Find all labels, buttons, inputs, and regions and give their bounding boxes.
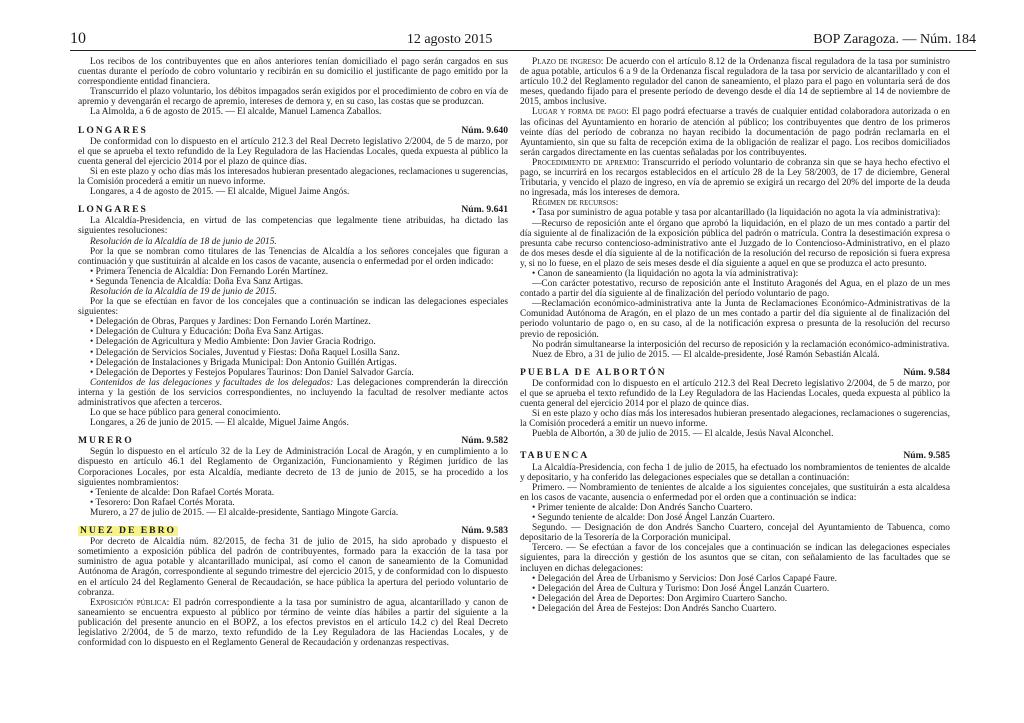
section-number: Núm. 9.640 (461, 124, 508, 136)
subheading: Plazo de ingreso: (532, 57, 604, 67)
subheading: Exposición pública: (90, 597, 170, 608)
paragraph: La Alcaldía-Presidencia, con fecha 1 de julio de 2015, ha efectuado los nombramientos de tenientes de alcalde y depositario, y ha conferido las delegaciones especiales que se detallan a continuación: (520, 462, 950, 483)
paragraph-text: Transcurrido el período voluntario de cobranza sin que se haya hecho efectivo el pago, se incurrirá en los recargos establecidos en el artículo 28 de la Ley 58/2003, de 17 de diciembre, General Tributaria, y vencido el plazo de ingreso, en vía de apremio se exigirá un recargo del 20% del importe de la deuda no ingresada, más los intereses de demora. (520, 157, 950, 199)
paragraph-text: El pago podrá efectuarse a través de cualquier entidad colaboradora autorizada o en las oficinas del Ayuntamiento en horario de atención al público; los contribuyentes que dentro de los primeros veinte días del período de cobranza no hayan recibido la documentación de pago podrán reclamarla en el Ayuntamiento, sin que su falta de recepción exima de la obligación de realizar el pago. Los recibos domiciliados serán cargados directamente en las cuentas señaladas por los contribuyentes. (520, 107, 950, 158)
paragraph (520, 107, 950, 157)
section-number: Núm. 9.585 (903, 450, 950, 462)
list-item: • Delegación del Área de Festejos: Don Andrés Sancho Cuartero. (532, 603, 777, 614)
section-heading-tabuenca (520, 451, 950, 461)
list-item: • Canon de saneamiento (la liquidación no agota la vía administrativa): (532, 268, 799, 279)
section-title: LONGARES (78, 124, 148, 136)
header-rule (70, 50, 976, 51)
section-number: Núm. 9.582 (461, 435, 508, 447)
paragraph (520, 57, 950, 107)
list-item: • Delegación de Instalaciones y Brigada Municipal: Don Antonio Guillén Artigas. (90, 357, 397, 368)
bulletin-name: BOP Zaragoza. — Núm. 184 (813, 32, 976, 47)
issue-date: 12 agosto 2015 (406, 32, 493, 47)
list-item: • Delegación de Obras, Parques y Jardines: Don Fernando Lorén Martínez. (90, 317, 371, 328)
section-heading-nuez-de-ebro (78, 526, 508, 536)
right-column (520, 57, 950, 614)
section-heading-longares-1 (78, 126, 508, 136)
section-number: Núm. 9.641 (461, 204, 508, 216)
subheading: Lugar y forma de pago: (532, 107, 629, 118)
section-title: PUEBLA DE ALBORTÓN (520, 366, 667, 378)
paragraph: Si en este plazo y ocho días más los interesados hubieran presentado alegaciones, reclamaciones u sugerencias, la Comisión procederá a emitir un nuevo informe. (78, 166, 508, 188)
paragraph: —Recurso de reposición ante el órgano que aprobó la liquidación, en el plazo de un mes contado a partir del día siguiente al de finalización de la exposición pública del padrón o matrícula. Contra la desestimación expresa o presunta cabe recurso contencioso-administrativo ante el Juzgado de lo Contencioso-Administrativo, en el plazo de dos meses desde el día siguiente al de la notificación de la resolución del recurso de reposición si fuera expresa y, si no lo fuese, en el plazo de seis meses desde el día siguiente a aquel en que se produzca el acto presunto. (520, 218, 950, 269)
paragraph-text: El padrón correspondiente a la tasa por suministro de agua, alcantarillado y canon de saneamiento se encuentra expuesto al público por término de veinte días hábiles a partir del siguiente a la publicación del presente anuncio en el BOPZ, a los efectos previstos en el artículo 14.2 c) del Real Decreto legislativo 2/2004, de 5 de marzo, texto refundido de la Ley Reguladora de las Haciendas Locales, y de conformidad con lo dispuesto en el Reglamento General de Recaudación y ordenanzas respectivas. (78, 597, 508, 649)
list-item: • Delegación de Deportes y Festejos Populares Taurinos: Don Daniel Salvador García. (90, 367, 414, 378)
section-title: TABUENCA (520, 450, 590, 462)
section-heading-longares-2 (78, 205, 508, 215)
section-title: LONGARES (78, 204, 148, 216)
left-column (78, 57, 508, 648)
list-item: • Delegación del Área de Urbanismo y Servicios: Don José Carlos Capapé Faure. (532, 573, 838, 584)
resolution-title: Resolución de la Alcaldía de 19 de junio de 2015. (90, 286, 277, 297)
signature: Puebla de Albortón, a 30 de julio de 2015. — El alcalde, Jesús Naval Alconchel. (532, 429, 834, 440)
list-item: • Delegación de Servicios Sociales, Juventud y Fiestas: Doña Raquel Losilla Sanz. (90, 347, 400, 358)
paragraph: Lo que se hace público para general conocimiento. (90, 408, 281, 419)
paragraph-text: De acuerdo con el artículo 8.12 de la Ordenanza fiscal reguladora de la tasa por suministro de agua potable, artículos 6 a 9 de la Ordenanza fiscal reguladora de la tasa por servicio de alcantarillado y con el artículo 10.2 del Reglamento regulador del canon de saneamiento, el plazo para el pago en voluntaria será de dos meses, quedando fijado para el presente período de devengo desde el día 14 de septiembre al 14 de noviembre de 2015, ambos inclusive. (520, 57, 950, 108)
list-item: • Primera Tenencia de Alcaldía: Don Fernando Lorén Martínez. (90, 266, 329, 277)
paragraph: No podrán simultanearse la interposición del recurso de reposición y la reclamación económico-administrativa. (532, 339, 950, 350)
signature: Longares, a 26 de junio de 2015. — El alcalde, Miguel Jaime Angós. (90, 418, 349, 429)
paragraph: Los recibos de los contribuyentes que en años anteriores tenían domiciliado el pago serán cargados en sus cuentas durante el período de cobro voluntario y recibirán en su domicilio el justificante de pago emitido por la correspondiente entidad financiera. (78, 57, 508, 88)
paragraph: De conformidad con lo dispuesto en el artículo 212.3 del Real Decreto legislativo 2/2004, de 5 de marzo, por el que se aprueba el texto refundido de la Ley Reguladora de las Haciendas Locales, queda expuesta al público la cuenta general del ejercicio 2014 por el plazo de quince días. (520, 378, 950, 410)
list-item: • Delegación de Agricultura y Medio Ambiente: Don Javier Gracia Rodrigo. (90, 337, 376, 348)
page-header (70, 30, 976, 48)
section-heading-puebla-de-alborton (520, 368, 950, 378)
paragraph: Por la que se efectúan en favor de los concejales que a continuación se indican las delegaciones especiales siguientes: (78, 297, 508, 318)
list-item: • Delegación de Cultura y Educación: Doña Eva Sanz Artigas. (90, 327, 324, 338)
list-item: • Teniente de alcalde: Don Rafael Cortés Morata. (90, 487, 275, 498)
resolution-title: Resolución de la Alcaldía de 18 de junio de 2015. (90, 236, 277, 247)
paragraph: Transcurrido el plazo voluntario, los débitos impagados serán exigidos por el procedimiento de cobro en vía de apremio y devengarán el recargo de apremio, intereses de demora y, en su caso, las costas que se produzcan. (78, 87, 508, 108)
list-item: • Tasa por suministro de agua potable y tasa por alcantarillado (la liquidación no agota la vía administrativa): (532, 208, 941, 219)
paragraph: Primero. — Nombramiento de tenientes de alcalde a los siguientes concejales, que sustituirán a esta alcaldesa en los casos de vacante, ausencia o enfermedad por el orden que a continuación se indica: (520, 482, 950, 503)
subheading: Régimen de recursos: (532, 198, 619, 209)
list-item: • Primer teniente de alcalde: Don Andrés Sancho Cuartero. (532, 502, 753, 513)
signature: La Almolda, a 6 de agosto de 2015. — El alcalde, Manuel Lamenca Zaballos. (90, 107, 382, 118)
subheading: Procedimiento de apremio: (532, 157, 640, 168)
paragraph: Por decreto de Alcaldía núm. 82/2015, de fecha 31 de julio de 2015, ha sido aprobado y dispuesto el sometimiento a exposición pública del padrón de contribuyentes, formado para la exacción de la tasa por suministro de agua potable y alcantarillado municipal, así como el canon de saneamiento de la Comunidad Autónoma de Aragón, correspondiente al segundo trimestre del ejercicio 2015, y de conformidad con lo dispuesto en el artículo 24 del Reglamento General de Recaudación, se hace pública la apertura del periodo voluntario de cobranza. (78, 537, 508, 598)
paragraph: Tercero. — Se efectúan a favor de los concejales que a continuación se indican las delegaciones especiales siguientes, para la dirección y gestión de los asuntos que se citan, con señalamiento de las facultades que se incluyen en dichas delegaciones: (520, 543, 950, 574)
delegation-heading: Contenidos de las delegaciones y facultades de los delegados: (90, 377, 334, 388)
paragraph: Según lo dispuesto en el artículo 32 de la Ley de Administración Local de Aragón, y en cumplimiento a lo dispuesto en artículo 46.1 del Reglamento de Organización, Funcionamiento y Régimen jurídico de las Corporaciones Locales, por esta Alcaldía, mediante decreto de 13 de junio de 2015, se ha procedido a los siguientes nombramientos: (78, 447, 508, 488)
section-number: Núm. 9.584 (903, 366, 950, 378)
paragraph: Segundo. — Designación de don Andrés Sancho Cuartero, concejal del Ayuntamiento de Tabuenca, como depositario de la Tesorería de la Corporación municipal. (520, 523, 950, 544)
paragraph: De conformidad con lo dispuesto en el artículo 212.3 del Real Decreto legislativo 2/2004, de 5 de marzo, por el que se aprueba el texto refundido de la Ley Reguladora de las Haciendas Locales, queda expuesta al público la cuenta general del ejercicio 2014 por el plazo de quince días. (78, 136, 508, 167)
list-item: • Segunda Tenencia de Alcaldía: Doña Eva Sanz Artigas. (90, 276, 304, 287)
list-item: • Delegación del Área de Deportes: Don Argimiro Cuartero Sancho. (532, 593, 788, 604)
paragraph (520, 158, 950, 198)
list-item: • Segundo teniente de alcalde: Don José Ángel Lanzán Cuartero. (532, 513, 775, 524)
paragraph (520, 198, 950, 208)
list-item: • Tesorero: Don Rafael Cortés Morata. (90, 497, 235, 508)
paragraph (78, 598, 508, 648)
section-heading-murero (78, 436, 508, 446)
signature: Longares, a 4 de agosto de 2015. — El alcalde, Miguel Jaime Angós. (90, 187, 350, 198)
paragraph: Si en este plazo y ocho días más los interesados hubieran presentado alegaciones, reclamaciones o sugerencias, la Comisión procederá a emitir un nuevo informe. (520, 409, 950, 430)
paragraph: —Reclamación económico-administrativa ante la Junta de Reclamaciones Económico-Administrativas de la Comunidad Autónoma de Aragón, en el plazo de un mes contado a partir del día siguiente al de finalización del periodo voluntario de pago o, en su caso, al de la notificación expresa o presunta de la resolución del recurso previo de reposición. (520, 299, 950, 340)
paragraph: —Con carácter potestativo, recurso de reposición ante el Instituto Aragonés del Agua, en el plazo de un mes contado a partir del día siguiente al de finalización del período voluntario de pago. (520, 279, 950, 300)
delegation-text: Las delegaciones comprenderán la dirección interna y la gestión de los servicios correspondientes, no incluyendo la facultad de resolver mediante actos administrativos que afecten a terceros. (78, 377, 508, 408)
section-title-highlighted: NUEZ DE EBRO (80, 525, 176, 537)
signature: Murero, a 27 de julio de 2015. — El alcalde-presidente, Santiago Mingote García. (90, 507, 399, 518)
paragraph: La Alcaldía-Presidencia, en virtud de las competencias que legalmente tiene atribuidas, ha dictado las siguientes resoluciones: (78, 216, 508, 237)
paragraph: Por la que se nombran como titulares de las Tenencias de Alcaldía a los señores concejales que figuran a continuación y que sustituirán al alcalde en los casos de vacante, ausencia o enfermedad por el orden indicado: (78, 246, 508, 267)
section-number: Núm. 9.583 (461, 525, 508, 537)
list-item: • Delegación del Área de Cultura y Turismo: Don José Ángel Lanzán Cuartero. (532, 583, 830, 594)
paragraph (78, 378, 508, 408)
section-title: MURERO (78, 435, 134, 447)
page-number: 10 (70, 30, 86, 47)
signature: Nuez de Ebro, a 31 de julio de 2015. — El alcalde-presidente, José Ramón Sebastián Alcalá. (532, 349, 880, 360)
